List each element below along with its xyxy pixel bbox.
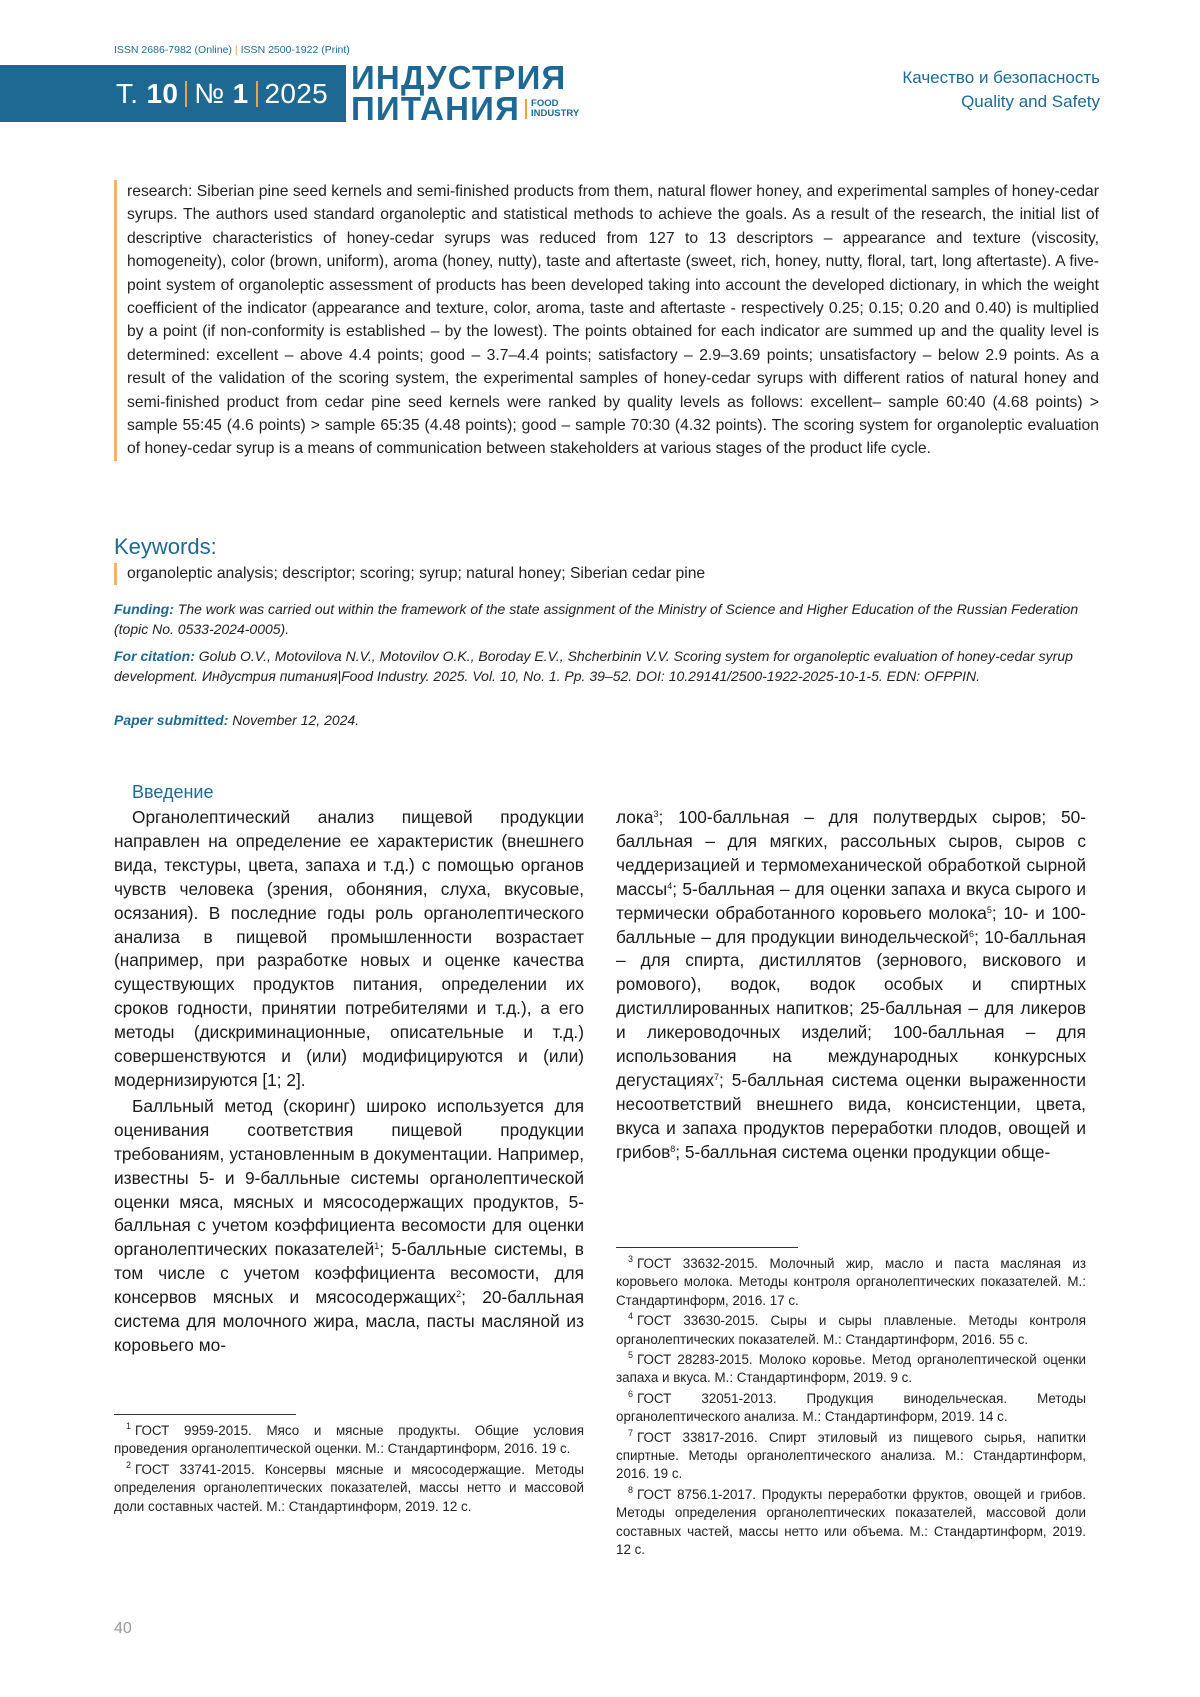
footnote-2: $^2$ ГОСТ 33741-2015. Консервы мясные и мясосодержащие. Методы определения органолептических показателей, массы нетто и массовой доли составных частей. М.: Стандартинформ, 2019. 12 с. — [114, 1459, 584, 1514]
section-en: Quality and Safety — [961, 92, 1100, 111]
brand-line-2: ПИТАНИЯ — [351, 90, 521, 127]
keywords-text: organoleptic analysis; descriptor; scoring; syrup; natural honey; Siberian cedar pine — [114, 563, 705, 585]
intro-paragraph-1: Органолептический анализ пищевой продукции направлен на определение ее характеристик (внешнего вида, текстуры, цвета, запаха и т.д.) с помощью органов чувств человека (зрения, обоняния, слуха, вкусовые, осязания). В последние годы роль органолептического анализа в пищевой промышленности возрастает (например, при разработке новых и оценке качества существующих продуктов питания, определении их сроков годности, принятии потребителями и т.д.), а его методы (дискриминационные, описательные и т.д.) совершенствуются и (или) модифицируются и (или) модернизируются [1; 2]. — [114, 807, 584, 1090]
vol-prefix: Т. — [116, 78, 139, 109]
footnote-6: $^6$ ГОСТ 32051-2013. Продукция винодельческая. Методы органолептического анализа. М.: Стандартинформ, 2019. 14 с. — [616, 1388, 1086, 1425]
footnote-8: $^8$ ГОСТ 8756.1-2017. Продукты переработки фруктов, овощей и грибов. Методы определения органолептических показателей, массовой доли составных частей, массы нетто или объема. М.: Стандартинформ, 2019. 12 с. — [616, 1484, 1086, 1558]
footnote-5: $^5$ ГОСТ 28283-2015. Молоко коровье. Метод органолептической оценки запаха и вкуса. М.: Стандартинформ, 2019. 9 с. — [616, 1350, 1086, 1386]
journal-logo — [351, 59, 580, 127]
intro-paragraph-continued: лока$^3$; 100-балльная – для полутвердых сыров; 50-балльная – для мягких, рассольных сыров, сыров с чеддеризацией и термомеханической обработкой сырной массы$^4$; 5-балльная – для оценки запаха и вкуса сырого и термически обработанного коровьего молока$^5$; 10- и 100-балльные – для продукции винодельческой$^6$; 10-балльная – для спирта, дистиллятов (зернового, вискового и ромового), водок, водок особых и спиртных дистиллированных напитков; 25-балльная – для ликеров и ликероводочных изделий; 100-балльная – для использования на международных конкурсных дегустациях$^7$; 5-балльная система оценки выраженности несоответствий внешнего вида, консистенции, цвета, вкуса и запаха продуктов переработки плодов, овощей и грибов$^8$; 5-балльная система оценки продукции обще- — [616, 807, 1086, 1162]
citation-label: For citation: — [114, 648, 195, 664]
submitted — [114, 711, 1086, 731]
footnote-7: $^7$ ГОСТ 33817-2016. Спирт этиловый из пищевого сырья, напитки спиртные. Методы органолептического анализа. М.: Стандартинформ, 2016. 19 с. — [616, 1427, 1086, 1482]
footnote-3: $^3$ ГОСТ 33632-2015. Молочный жир, масло и паста масляная из коровьего молока. Методы контроля органолептических показателей. М.: Стандартинформ, 2016. 17 с. — [616, 1254, 1086, 1308]
submitted-text: November 12, 2024. — [232, 712, 360, 728]
volume-banner — [0, 65, 346, 122]
footnotes-right — [616, 1255, 1086, 1562]
issn-print: ISSN 2500-1922 (Print) — [240, 44, 350, 56]
footnote-ref-2[interactable]: 2 — [456, 1289, 462, 1300]
footnote-ref-4[interactable]: 4 — [667, 880, 673, 891]
issue-number: 1 — [232, 78, 249, 109]
footnotes-left — [114, 1422, 584, 1518]
funding-label: Funding: — [114, 601, 174, 617]
intro-heading: Введение — [132, 782, 214, 802]
footnote-4: $^4$ ГОСТ 33630-2015. Сыры и сыры плавленые. Методы контроля органолептических показателей. М.: Стандартинформ, 2016. 55 с. — [616, 1311, 1086, 1347]
brand-line-1: ИНДУСТРИЯ — [351, 59, 567, 96]
citation — [114, 647, 1086, 686]
abstract-text: research: Siberian pine seed kernels and semi-finished products from them, natural flower honey, and experimental samples of honey-cedar syrups. The authors used standard organoleptic and statistical methods to achieve the goals. As a result of the research, the initial list of descriptive characteristics of honey-cedar syrups was reduced from 127 to 13 descriptors – appearance and texture (viscosity, homogeneity), color (brown, uniform), aroma (honey, nutty), taste and aftertaste (sweet, rich, honey, nutty, floral, tart, long aftertaste). A five-point system of organoleptic assessment of products has been developed taking into account the developed dictionary, in which the weight coefficient of the indicator (appearance and texture, color, aroma, taste and aftertaste - respectively 0.25; 0.15; 0.20 and 0.40) is multiplied by a point (if non-conformity is established – by the lowest). The points obtained for each indicator are summed up and the quality level is determined: excellent – above 4.4 points; good – 3.7–4.4 points; satisfactory – 2.9–3.69 points; unsatisfactory – below 2.9 points. As a result of the validation of the scoring system, the experimental samples of honey-cedar syrups with different ratios of natural honey and semi-finished product from cedar pine seed kernels were ranked by quality levels as follows: excellent– sample 60:40 (4.68 points) > sample 55:45 (4.6 points) > sample 65:35 (4.48 points); good – sample 70:30 (4.32 points). The scoring system for organoleptic evaluation of honey-cedar syrup is a means of communication between stakeholders at various stages of the product life cycle. — [114, 180, 1099, 461]
footnote-ref-7[interactable]: 7 — [713, 1071, 719, 1082]
page-number: 40 — [114, 1620, 132, 1637]
issn-online: ISSN 2686-7982 (Online) — [114, 44, 232, 56]
footnote-ref-8[interactable]: 8 — [670, 1143, 676, 1154]
brand-en-2: INDUSTRY — [531, 107, 580, 119]
right-column — [616, 806, 1086, 1165]
footnote-ref-5[interactable]: 5 — [986, 904, 992, 915]
brand-en-1: FOOD — [531, 97, 559, 109]
keywords-heading: Keywords: — [114, 534, 217, 559]
year: 2025 — [264, 78, 329, 109]
section-title — [902, 66, 1100, 114]
left-column — [114, 806, 584, 1358]
footnote-1: $^1$ ГОСТ 9959-2015. Мясо и мясные продукты. Общие условия проведения органолептической оценки. М.: Стандартинформ, 2016. 19 с. — [114, 1421, 584, 1457]
issue-prefix: № — [194, 78, 225, 109]
footnote-ref-1[interactable]: 1 — [374, 1241, 380, 1252]
funding-text: The work was carried out within the framework of the state assignment of the Ministry of Science and Higher Education of the Russian Federation (topic No. 0533-2024-0005). — [114, 601, 1079, 637]
funding — [114, 600, 1086, 639]
intro-paragraph-2: Балльный метод (скоринг) широко используется для оценивания соответствия пищевой продукции требованиям, установленным в документации. Например, известны 5- и 9-балльные системы органолептической оценки мяса, мясных и мясосодержащих продуктов, 5-балльная с учетом коэффициента весомости для оценки органолептических показателей$^1$; 5-балльные системы, в том числе с учетом коэффициента весомости, для консервов мясных и мясосодержащих$^2$; 20-балльная система для молочного жира, масла, пасты масляной из коровьего мо- — [114, 1095, 584, 1355]
issn-line: ISSN 2686-7982 (Online) | ISSN 2500-1922 (Print) — [114, 44, 350, 56]
vol-number: 10 — [146, 78, 179, 109]
footnote-ref-6[interactable]: 6 — [969, 928, 975, 939]
citation-text: Golub O.V., Motovilova N.V., Motovilov O.K., Boroday E.V., Shcherbinin V.V. Scoring system for organoleptic evaluation of honey-cedar syrup development. Индустрия питания|Food Industry. 2025. Vol. 10, No. 1. Pp. 39–52. DOI: 10.29141/2500-1922-2025-10-1-5. EDN: OFPPIN. — [114, 648, 1073, 684]
footnote-rule-right — [616, 1247, 798, 1248]
footnote-ref-3[interactable]: 3 — [653, 809, 659, 819]
section-ru: Качество и безопасность — [902, 68, 1100, 87]
submitted-label: Paper submitted: — [114, 712, 229, 728]
brand-english — [525, 99, 579, 119]
footnote-rule-left — [114, 1414, 296, 1415]
